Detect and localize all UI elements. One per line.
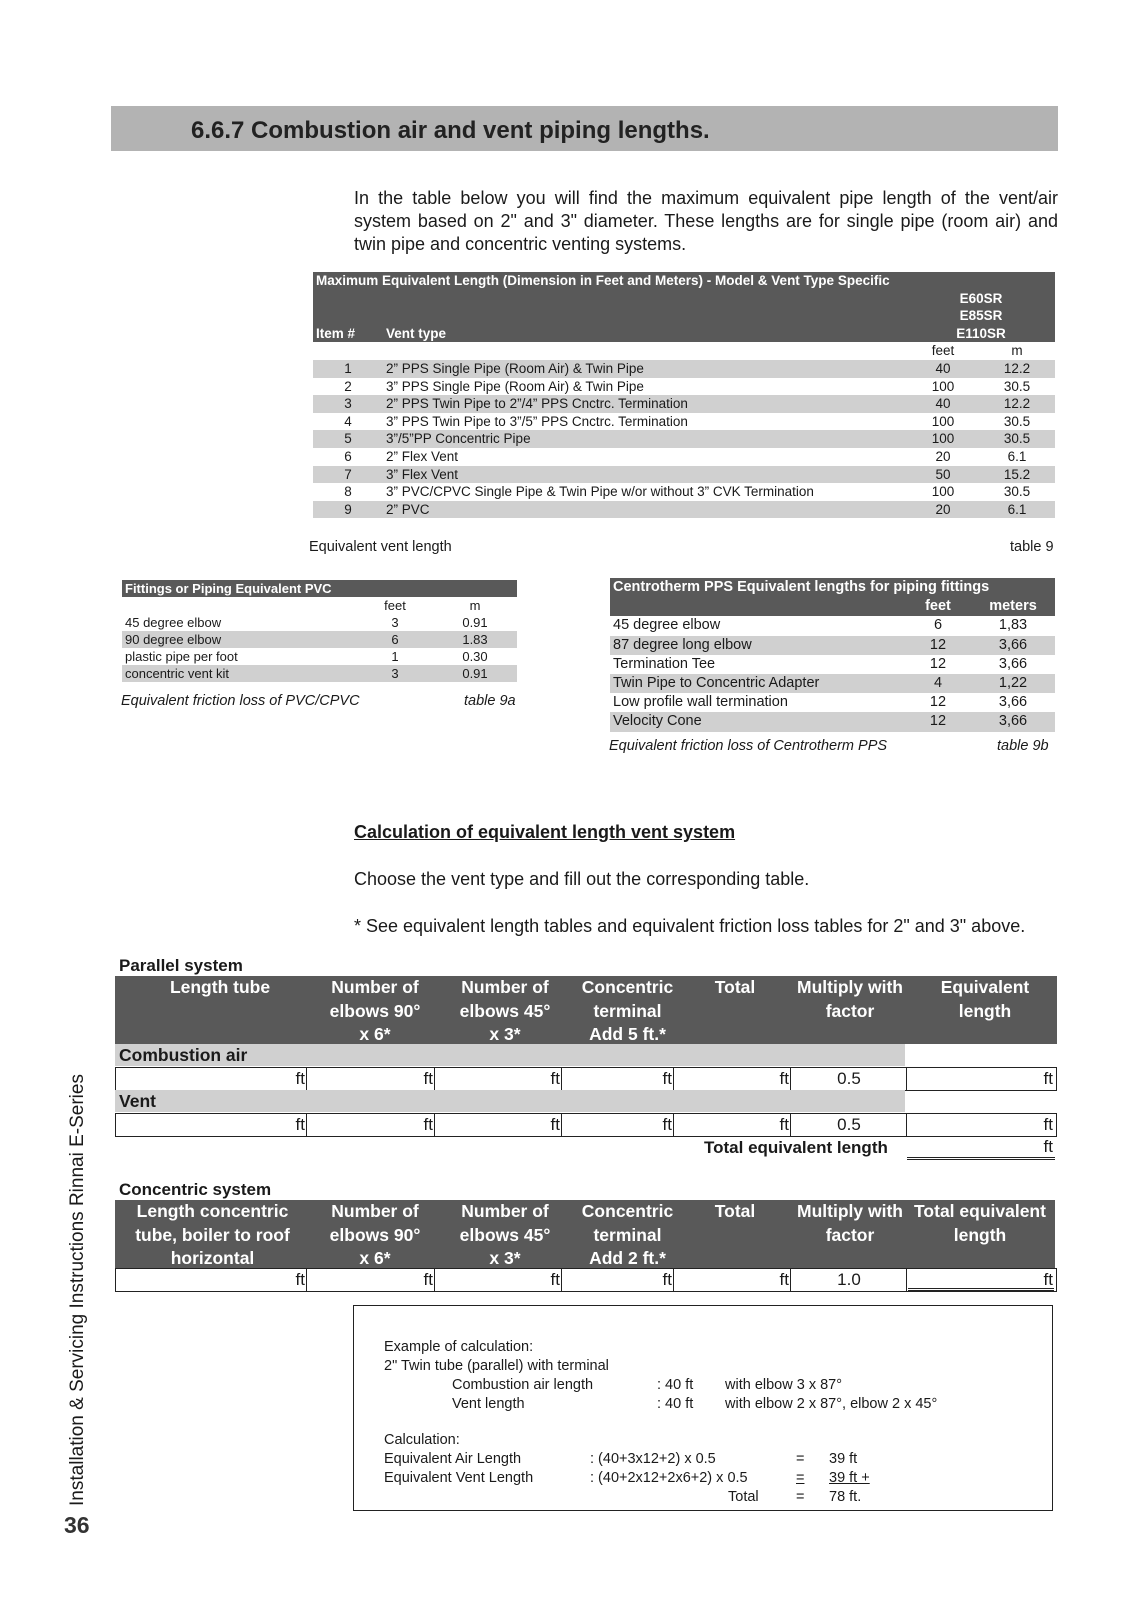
header-cell: Equivalent length bbox=[940, 977, 1030, 1021]
example-text: with elbow 2 x 87°, elbow 2 x 45° bbox=[725, 1396, 938, 1412]
example-text: = bbox=[796, 1451, 805, 1467]
table-row: Low profile wall termination 12 3,66 bbox=[613, 694, 1028, 711]
elbows-90-input[interactable]: ft bbox=[308, 1114, 435, 1136]
table-row: Twin Pipe to Concentric Adapter 4 1,22 bbox=[610, 674, 1055, 693]
example-calculation-box bbox=[353, 1305, 1053, 1511]
table-row: 9 2” PVC 20 6.1 bbox=[313, 501, 1055, 519]
equivalent-length-input[interactable]: ft bbox=[1043, 1069, 1053, 1088]
combustion-air-label: Combustion air bbox=[119, 1045, 248, 1065]
example-text: Combustion air length bbox=[452, 1377, 594, 1393]
page-number: 36 bbox=[64, 1512, 90, 1538]
model-e85sr: E85SR bbox=[907, 307, 1055, 325]
parallel-system-label: Parallel system bbox=[119, 956, 243, 975]
vent-band bbox=[115, 1090, 905, 1112]
example-text: = bbox=[796, 1470, 805, 1486]
elbows-45-input[interactable]: ft bbox=[436, 1114, 562, 1136]
header-cell: Total bbox=[714, 977, 756, 997]
example-text: with elbow 3 x 87° bbox=[725, 1377, 843, 1393]
example-text: Calculation: bbox=[384, 1432, 460, 1448]
unit-m: m bbox=[1011, 343, 1023, 359]
total-input[interactable]: ft bbox=[675, 1068, 791, 1090]
elbows-45-input[interactable]: ft bbox=[436, 1269, 562, 1291]
factor-value: 0.5 bbox=[792, 1114, 907, 1136]
model-e110sr: E110SR bbox=[907, 325, 1055, 343]
example-text: : 40 ft bbox=[657, 1396, 694, 1412]
table9a-caption: Equivalent friction loss of PVC/CPVC bbox=[121, 693, 360, 709]
table-row: 87 degree long elbow 12 3,66 bbox=[610, 636, 1055, 655]
header-cell: Length concentric tube, boiler to roof horizontal bbox=[135, 1201, 290, 1268]
example-text: Vent length bbox=[452, 1396, 525, 1412]
header-cell: Number of elbows 90° x 6* bbox=[329, 1201, 421, 1268]
total-input[interactable]: ft bbox=[675, 1269, 791, 1291]
unit-feet: feet bbox=[931, 343, 955, 359]
table-row: 7 3” Flex Vent 50 15.2 bbox=[313, 466, 1055, 484]
example-text: 78 ft. bbox=[829, 1489, 862, 1505]
factor-value: 1.0 bbox=[792, 1269, 907, 1291]
table9-title: Maximum Equivalent Length (Dimension in Feet and Meters) - Model & Vent Type Specific bbox=[313, 272, 1055, 290]
total-equivalent-length-input[interactable]: ft bbox=[907, 1137, 1055, 1160]
example-text: 39 ft + bbox=[829, 1470, 870, 1486]
table-row: 2 3” PPS Single Pipe (Room Air) & Twin Pipe 100 30.5 bbox=[344, 378, 1031, 394]
factor-value: 0.5 bbox=[792, 1068, 907, 1090]
table-row: 45 degree elbow 6 1,83 bbox=[613, 617, 1028, 634]
example-text: 39 ft bbox=[829, 1451, 858, 1467]
length-tube-input[interactable]: ft bbox=[116, 1114, 307, 1136]
unit-feet: feet bbox=[905, 597, 971, 616]
table9a-label: table 9a bbox=[464, 693, 516, 709]
section-title: 6.6.7 Combustion air and vent piping lengths. bbox=[191, 117, 710, 144]
col-item: Item # bbox=[313, 325, 383, 343]
vent-label: Vent bbox=[119, 1091, 156, 1111]
table-row: 8 3” PVC/CPVC Single Pipe & Twin Pipe w/or without 3” CVK Termination 100 30.5 bbox=[344, 484, 1031, 500]
table9b-title: Centrotherm PPS Equivalent lengths for piping fittings bbox=[610, 578, 1055, 597]
table-row: Termination Tee 12 3,66 bbox=[613, 655, 1028, 672]
elbows-45-input[interactable]: ft bbox=[436, 1068, 562, 1090]
table-row: plastic pipe per foot 1 0.30 bbox=[125, 649, 488, 664]
total-equivalent-length-input[interactable]: ft bbox=[908, 1269, 1054, 1291]
example-text: : (40+2x12+2x6+2) x 0.5 bbox=[590, 1470, 748, 1486]
terminal-input[interactable]: ft bbox=[563, 1269, 674, 1291]
table-row: 4 3” PPS Twin Pipe to 3”/5” PPS Cnctrc. Termination 100 30.5 bbox=[344, 413, 1031, 429]
calc-note: * See equivalent length tables and equivalent friction loss tables for 2" and 3" above. bbox=[354, 916, 1026, 936]
centrotherm-fittings-table bbox=[610, 578, 1055, 732]
header-cell: Number of elbows 45° x 3* bbox=[459, 977, 551, 1044]
parallel-header bbox=[115, 976, 1057, 1044]
example-title: Example of calculation: bbox=[384, 1339, 534, 1355]
header-cell: Concentric terminal Add 5 ft.* bbox=[581, 977, 674, 1044]
table9b-label: table 9b bbox=[997, 738, 1049, 754]
example-text: Equivalent Air Length bbox=[384, 1451, 522, 1467]
header-cell: Total equivalent length bbox=[914, 1201, 1046, 1245]
example-text: Equivalent Vent Length bbox=[384, 1470, 534, 1486]
calc-heading: Calculation of equivalent length vent system bbox=[354, 822, 736, 842]
total-input[interactable]: ft bbox=[675, 1114, 791, 1136]
table-row: concentric vent kit 3 0.91 bbox=[122, 665, 517, 682]
combustion-air-band bbox=[115, 1044, 905, 1066]
table-row: Velocity Cone 12 3,66 bbox=[610, 712, 1055, 731]
concentric-header bbox=[115, 1200, 1055, 1268]
terminal-input[interactable]: ft bbox=[563, 1114, 674, 1136]
header-cell: Concentric terminal Add 2 ft.* bbox=[581, 1201, 674, 1268]
table-row: 5 3”/5”PP Concentric Pipe 100 30.5 bbox=[313, 430, 1055, 448]
example-text: = bbox=[796, 1489, 805, 1505]
header-cell: Multiply with factor bbox=[797, 1201, 903, 1245]
col-vent-type: Vent type bbox=[383, 325, 907, 343]
length-tube-input[interactable]: ft bbox=[116, 1068, 307, 1090]
header-cell: Length tube bbox=[169, 977, 271, 997]
length-tube-input[interactable]: ft bbox=[116, 1269, 307, 1291]
sidebar-text: Installation & Servicing Instructions Rinnai E-Series bbox=[67, 1074, 88, 1506]
table-row: 3 2” PPS Twin Pipe to 2”/4” PPS Cnctrc. Termination 40 12.2 bbox=[313, 395, 1055, 413]
table-row: 6 2” Flex Vent 20 6.1 bbox=[344, 448, 1027, 464]
table9-caption: Equivalent vent length bbox=[309, 539, 452, 555]
equivalent-length-input[interactable]: ft bbox=[1043, 1115, 1053, 1134]
header-cell: Number of elbows 45° x 3* bbox=[459, 1201, 551, 1268]
terminal-input[interactable]: ft bbox=[563, 1068, 674, 1090]
example-text: : 40 ft bbox=[657, 1377, 694, 1393]
table9b-caption: Equivalent friction loss of Centrotherm PPS bbox=[609, 738, 888, 754]
example-subtitle: 2" Twin tube (parallel) with terminal bbox=[384, 1358, 609, 1374]
unit-feet: feet bbox=[384, 598, 406, 613]
table9a-title: Fittings or Piping Equivalent PVC bbox=[122, 580, 517, 597]
unit-m: m bbox=[469, 598, 481, 613]
elbows-90-input[interactable]: ft bbox=[308, 1068, 435, 1090]
vent-row bbox=[115, 1113, 1057, 1137]
concentric-row bbox=[115, 1268, 1057, 1292]
table-row: 45 degree elbow 3 0.91 bbox=[125, 615, 488, 630]
intro-paragraph: In the table below you will find the maximum equivalent pipe length of the vent/air system based on 2" and 3" diameter. These lengths are for single pipe (room air) and twin pipe and concentric venting systems. bbox=[354, 188, 1058, 254]
header-cell: Total bbox=[714, 1201, 756, 1221]
header-cell: Number of elbows 90° x 6* bbox=[329, 977, 421, 1044]
table-row: 1 2” PPS Single Pipe (Room Air) & Twin Pipe 40 12.2 bbox=[313, 360, 1055, 378]
total-equivalent-length-label: Total equivalent length bbox=[704, 1138, 888, 1157]
combustion-air-row bbox=[115, 1067, 1057, 1091]
example-text: Total bbox=[728, 1489, 759, 1505]
table9-label: table 9 bbox=[1010, 539, 1054, 555]
max-equivalent-length-table bbox=[313, 272, 1055, 518]
pvc-fittings-table bbox=[122, 580, 517, 682]
calc-instruction: Choose the vent type and fill out the corresponding table. bbox=[354, 869, 810, 889]
header-cell: Multiply with factor bbox=[797, 977, 903, 1021]
example-text: : (40+3x12+2) x 0.5 bbox=[590, 1451, 716, 1467]
unit-meters: meters bbox=[971, 597, 1055, 616]
model-e60sr: E60SR bbox=[907, 290, 1055, 308]
concentric-system-label: Concentric system bbox=[119, 1180, 272, 1199]
elbows-90-input[interactable]: ft bbox=[308, 1269, 435, 1291]
table-row: 90 degree elbow 6 1.83 bbox=[122, 631, 517, 648]
